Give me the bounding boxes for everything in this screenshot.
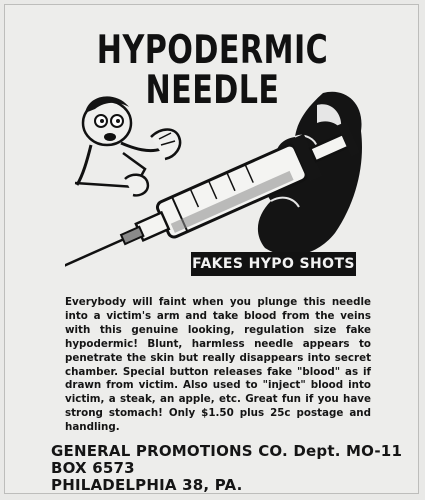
fakes-hypo-shots-banner: FAKES HYPO SHOTS: [191, 252, 356, 276]
company-address: [51, 442, 403, 494]
ad-body-copy: Everybody will faint when you plunge this needle into a victim's arm and take blood from the veins with this genuine looking, regulation size fake hypodermic! Blunt, harmless needle appears to penetrate the skin but really disappears into secret chamber. Special button releases fake "blood" as if drawn from victim. Also used to "inject" blood into victim, a steak, an apple, etc. Great fun if you have strong stomach! Only $1.50 plus 25c postage and handling.: [65, 296, 371, 434]
advertisement: [4, 4, 419, 494]
address-line-city: PHILADELPHIA 38, PA.: [51, 476, 243, 494]
victim-figure: [75, 96, 180, 195]
ad-headline: HYPODERMIC NEEDLE: [96, 28, 329, 113]
address-line-box: BOX 6573: [51, 459, 135, 477]
address-line-company: GENERAL PROMOTIONS CO. Dept. MO-11: [51, 442, 403, 460]
